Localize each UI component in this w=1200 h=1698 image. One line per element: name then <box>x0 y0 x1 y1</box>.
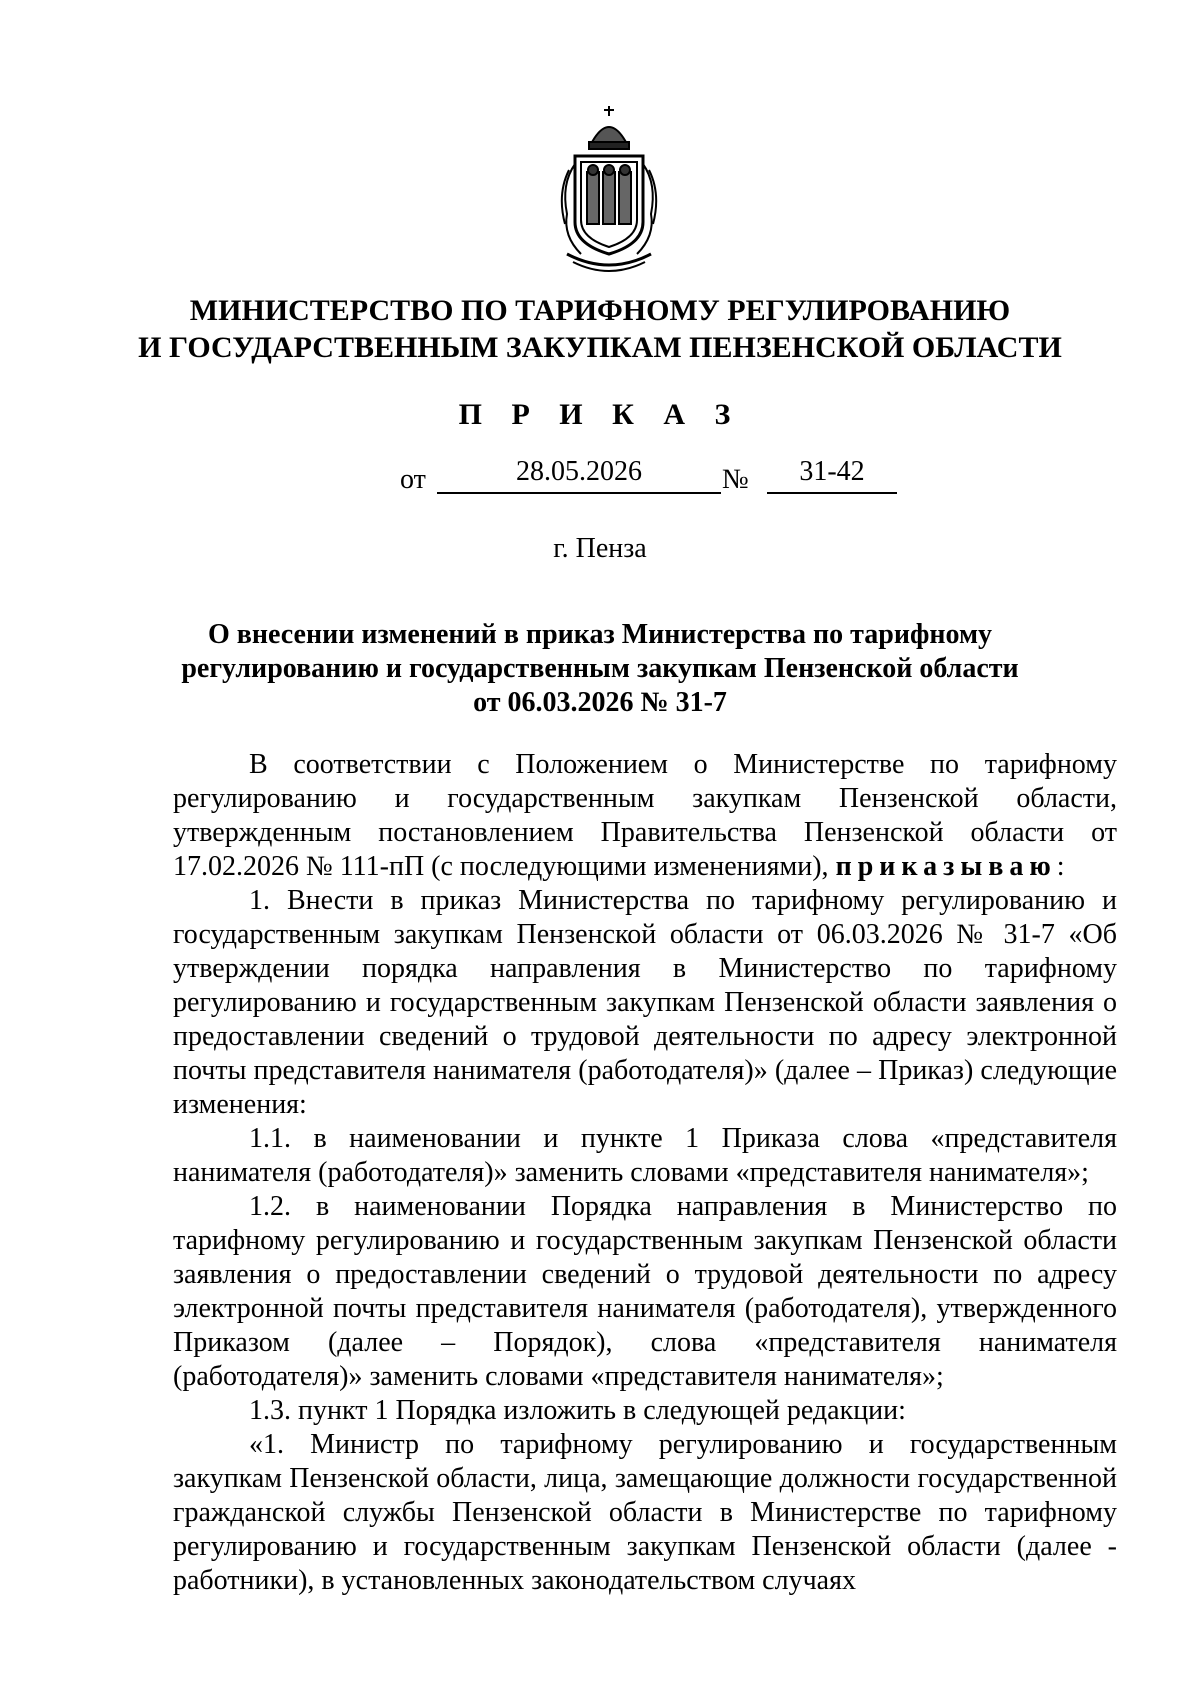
subject-line-1: О внесении изменений в приказ Министерства по тарифному <box>207 619 993 650</box>
subject-line-3: от 06.03.2026 № 31-7 <box>473 687 727 718</box>
ministry-name-line-2: И ГОСУДАРСТВЕННЫМ ЗАКУПКАМ ПЕНЗЕНСКОЙ ОБЛАСТИ <box>138 331 1062 364</box>
document-type-title: П Р И К А З <box>458 398 742 431</box>
order-keyword: приказываю <box>835 851 1057 882</box>
city-name: г. Пенза <box>553 533 647 564</box>
subject-line-2: регулированию и государственным закупкам Пензенской области <box>181 653 1019 684</box>
preamble-colon: : <box>1056 851 1065 882</box>
order-date: 28.05.2026 <box>516 456 642 487</box>
ministry-name-line-1: МИНИСТЕРСТВО ПО ТАРИФНОМУ РЕГУЛИРОВАНИЮ <box>189 294 1011 327</box>
order-number: 31-42 <box>799 456 865 487</box>
order-subject <box>0 618 1200 720</box>
order-dateline <box>0 456 1200 500</box>
item-1-1-paragraph: 1.1. в наименовании и пункте 1 Приказа слова «представителя нанимателя (работодателя)» заменить словами «представителя нанимателя»; <box>173 1123 1117 1188</box>
number-field <box>767 456 897 494</box>
penza-region-coat-of-arms-icon <box>557 104 661 274</box>
date-label: от <box>400 464 426 495</box>
item-1-2-paragraph: 1.2. в наименовании Порядка направления в Министерство по тарифному регулированию и государственным закупкам Пензенской области заявления о предоставлении сведений о трудовой деятельности по адресу электронной почты представителя нанимателя (работодателя), утвержденного Приказом (далее – Порядок), слова «представителя нанимателя (работодателя)» заменить словами «представителя нанимателя»; <box>173 1191 1117 1392</box>
date-field <box>437 456 721 494</box>
preamble-text: В соответствии с Положением о Министерстве по тарифному регулированию и государственным закупкам Пензенской области, утвержденным постановлением Правительства Пензенской области от 17.02.2026 № 111-пП (с последующими изменениями), <box>173 749 1117 882</box>
item-1-paragraph: 1. Внести в приказ Министерства по тарифному регулированию и государственным закупкам Пензенской области от 06.03.2026 № 31-7 «Об утверждении порядка направления в Министерство по тарифному регулированию и государственным закупкам Пензенской области заявления о предоставлении сведений о трудовой деятельности по адресу электронной почты представителя нанимателя (работодателя)» (далее – Приказ) следующие изменения: <box>173 885 1117 1120</box>
quoted-item-1-paragraph: «1. Министр по тарифному регулированию и государственным закупкам Пензенской области, лица, замещающие должности государственной гражданской службы Пензенской области в Министерстве по тарифному регулированию и государственным закупкам Пензенской области (далее - работники), в установленных законодательством случаях <box>173 1429 1117 1596</box>
preamble-paragraph <box>173 748 1117 884</box>
item-1-3-paragraph: 1.3. пункт 1 Порядка изложить в следующей редакции: <box>249 1395 906 1426</box>
number-label: № <box>722 464 749 495</box>
order-body <box>173 748 1117 1598</box>
